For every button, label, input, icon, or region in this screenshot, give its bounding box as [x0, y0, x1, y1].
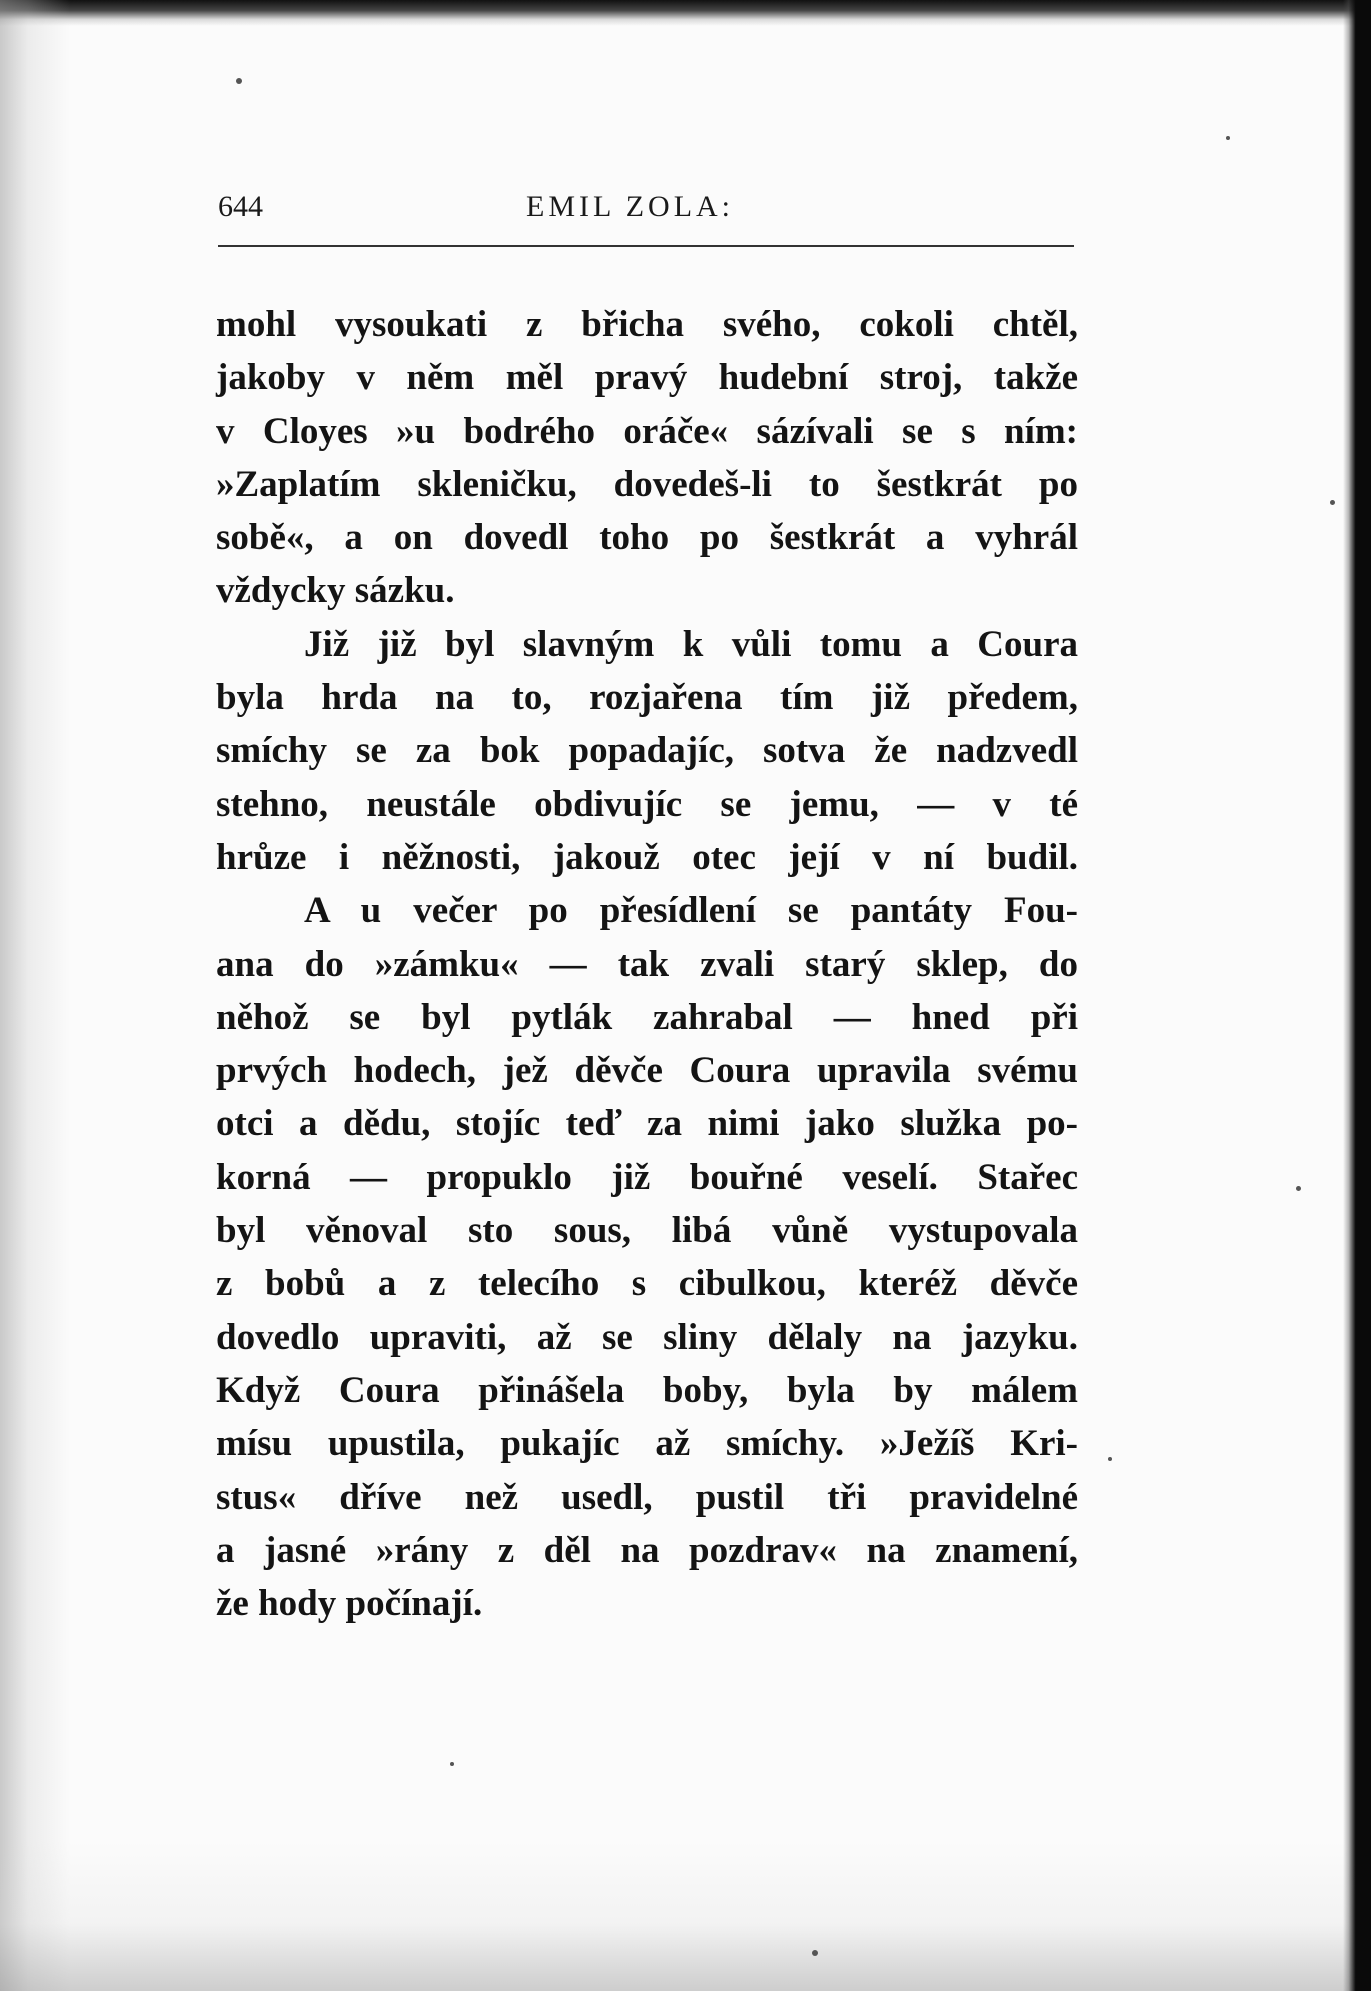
scan-speck [1108, 1457, 1112, 1461]
paragraph-2 [216, 618, 1078, 884]
paragraph-3 [216, 884, 1078, 1630]
text-line: z bobů a z telecího s cibulkou, kteréž děvče [216, 1263, 1078, 1305]
text-line: ana do »zámku« — tak zvali starý sklep, do [216, 943, 1078, 985]
text-line: jakoby v něm měl pravý hudební stroj, takže [216, 357, 1078, 399]
text-line: vždycky sázku. [216, 570, 455, 612]
running-title: EMIL ZOLA: [526, 190, 735, 223]
scan-speck [812, 1950, 818, 1956]
text-line: mísu upustila, pukajíc až smíchy. »Ježíš Kri- [216, 1423, 1078, 1465]
text-line: v Cloyes »u bodrého oráče« sázívali se s ním: [216, 410, 1078, 452]
text-line: »Zaplatím skleničku, dovedeš-li to šestkrát po [216, 463, 1078, 505]
text-line: sobě«, a on dovedl toho po šestkrát a vyhrál [216, 517, 1078, 559]
scan-speck [450, 1762, 454, 1766]
scan-shadow-right [1343, 0, 1371, 1991]
scan-shadow-top [0, 0, 1371, 26]
header-rule [218, 245, 1074, 247]
scan-speck [236, 78, 242, 84]
text-line: byla hrda na to, rozjařena tím již předem, [216, 677, 1078, 719]
scan-speck [1226, 136, 1230, 140]
page-header [218, 190, 1074, 230]
text-line: že hody počínají. [216, 1583, 483, 1625]
text-line: mohl vysoukati z břicha svého, cokoli chtěl, [216, 304, 1078, 345]
text-line: Když Coura přinášela boby, byla by málem [216, 1369, 1078, 1411]
scan-speck [1296, 1186, 1301, 1191]
text-line: byl věnoval sto sous, libá vůně vystupovala [216, 1210, 1078, 1252]
text-line: stus« dříve než usedl, pustil tři pravidelné [216, 1476, 1078, 1518]
scan-speck [1330, 500, 1335, 505]
text-line: korná — propuklo již bouřné veselí. Stařec [216, 1156, 1078, 1198]
text-line: Již již byl slavným k vůli tomu a Coura [304, 623, 1078, 665]
text-line: něhož se byl pytlák zahrabal — hned při [216, 996, 1078, 1038]
text-line: smíchy se za bok popadajíc, sotva že nadzvedl [216, 730, 1078, 772]
body-text [216, 298, 1078, 1630]
page-number: 644 [218, 190, 263, 223]
scan-shadow-left [0, 0, 70, 1991]
text-line: A u večer po přesídlení se pantáty Fou- [304, 890, 1078, 932]
text-line: a jasné »rány z děl na pozdrav« na znamení, [216, 1529, 1078, 1571]
text-line: stehno, neustále obdivujíc se jemu, — v té [216, 783, 1078, 825]
text-line: dovedlo upraviti, až se sliny dělaly na jazyku. [216, 1316, 1078, 1358]
text-line: otci a dědu, stojíc teď za nimi jako služka po- [216, 1103, 1078, 1145]
text-line: hrůze i něžnosti, jakouž otec její v ní budil. [216, 836, 1078, 878]
text-line: prvých hodech, jež děvče Coura upravila svému [216, 1050, 1078, 1092]
scan-shadow-bottom [0, 1841, 1371, 1991]
paragraph-1 [216, 298, 1078, 618]
